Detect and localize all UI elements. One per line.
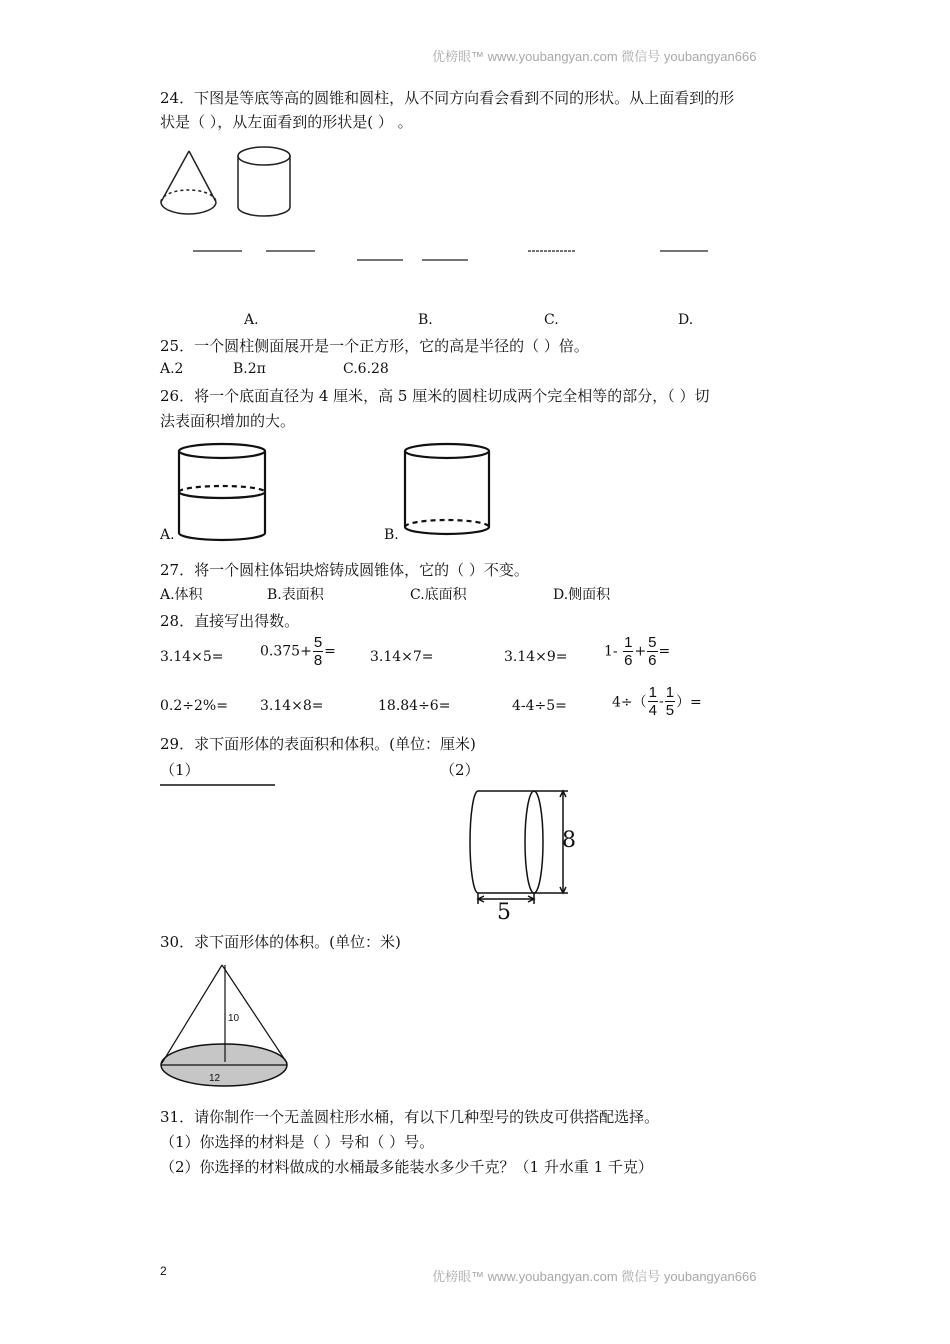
cone-diameter-label: 12 (209, 1073, 221, 1084)
calc-r2c3: 18.84÷6= (378, 698, 451, 714)
dim-height-label: 8 (562, 828, 576, 853)
q26-line1: 26．将一个底面直径为 4 厘米，高 5 厘米的圆柱切成两个完全相等的部分，（ ）切 (160, 387, 710, 405)
header-watermark: 优榜眼™ www.youbangyan.com 微信号 youbangyan666 (432, 49, 757, 64)
calc-r1c2-suffix: = (324, 643, 336, 660)
q24-option-c: C. (544, 312, 559, 328)
denominator: 6 (624, 652, 633, 669)
q26-option-b: B. (384, 527, 399, 543)
calc-r2c5-suffix: ）= (676, 694, 702, 711)
calc-r2c2: 3.14×8= (260, 698, 324, 714)
calc-r2c4: 4-4÷5= (512, 698, 567, 714)
denominator: 5 (665, 702, 675, 719)
numerator: 1 (624, 634, 633, 651)
q25-option-a: A.2 (160, 361, 184, 377)
q31-sub1: （1）你选择的材料是（ ）号和（ ）号。 (160, 1133, 435, 1151)
denominator: 4 (648, 702, 657, 719)
q30-title: 30．求下面形体的体积。(单位：米) (160, 933, 401, 951)
q26-option-a: A. (160, 527, 175, 543)
numerator: 5 (648, 634, 657, 651)
calc-r1c1: 3.14×5= (160, 649, 224, 665)
calc-r1c2-prefix: 0.375+ (260, 643, 312, 660)
calc-r2c5-prefix: 4÷（ (612, 694, 647, 711)
q24-option-b: B. (418, 312, 433, 328)
calc-r2c1: 0.2÷2%= (160, 698, 228, 714)
cone-height-label: 10 (228, 1013, 240, 1024)
q31-sub2: （2）你选择的材料做成的水桶最多能装水多少千克？（1 升水重 1 千克） (160, 1158, 653, 1176)
denominator: 6 (648, 652, 657, 669)
q29-part1: （1） (160, 761, 200, 779)
q25-option-b: B.2π (233, 361, 266, 377)
q27-option-c: C.底面积 (410, 587, 467, 603)
numerator: 1 (665, 684, 675, 701)
q27-option-d: D.侧面积 (553, 587, 611, 603)
q24-line2: 状是（ ），从左面看到的形状是( ） 。 (160, 113, 413, 131)
operator: - (658, 693, 664, 710)
q25-option-c: C.6.28 (343, 361, 389, 377)
calc-r1c3: 3.14×7= (370, 649, 434, 665)
footer-watermark: 优榜眼™ www.youbangyan.com 微信号 youbangyan666 (432, 1269, 757, 1284)
q29-part2: （2） (440, 761, 480, 779)
q24-line1: 24．下图是等底等高的圆锥和圆柱，从不同方向看会看到不同的形状。从上面看到的形 (160, 89, 735, 107)
operator: + (634, 643, 647, 660)
denominator: 8 (313, 652, 323, 669)
q27-text: 27．将一个圆柱体铝块熔铸成圆锥体，它的（ ）不变。 (160, 561, 529, 579)
numerator: 5 (313, 634, 323, 651)
q24-option-d: D. (678, 312, 694, 328)
q24-option-a: A. (244, 312, 259, 328)
q26-line2: 法表面积增加的大。 (160, 412, 296, 430)
q28-title: 28．直接写出得数。 (160, 612, 300, 630)
q27-option-a: A.体积 (160, 587, 203, 603)
calc-r1c4: 3.14×9= (504, 649, 568, 665)
numerator: 1 (648, 684, 657, 701)
calc-r1c5-suffix: = (658, 643, 671, 660)
q27-option-b: B.表面积 (267, 587, 324, 603)
q25-text: 25．一个圆柱侧面展开是一个正方形，它的高是半径的（ ）倍。 (160, 337, 589, 355)
calc-r1c5-prefix: 1- (604, 643, 618, 660)
q29-title: 29．求下面形体的表面积和体积。(单位：厘米) (160, 735, 476, 753)
q31-title: 31．请你制作一个无盖圆柱形水桶，有以下几种型号的铁皮可供搭配选择。 (160, 1108, 660, 1126)
page-number: 2 (160, 1264, 167, 1278)
dim-diameter-label: 5 (497, 900, 511, 925)
